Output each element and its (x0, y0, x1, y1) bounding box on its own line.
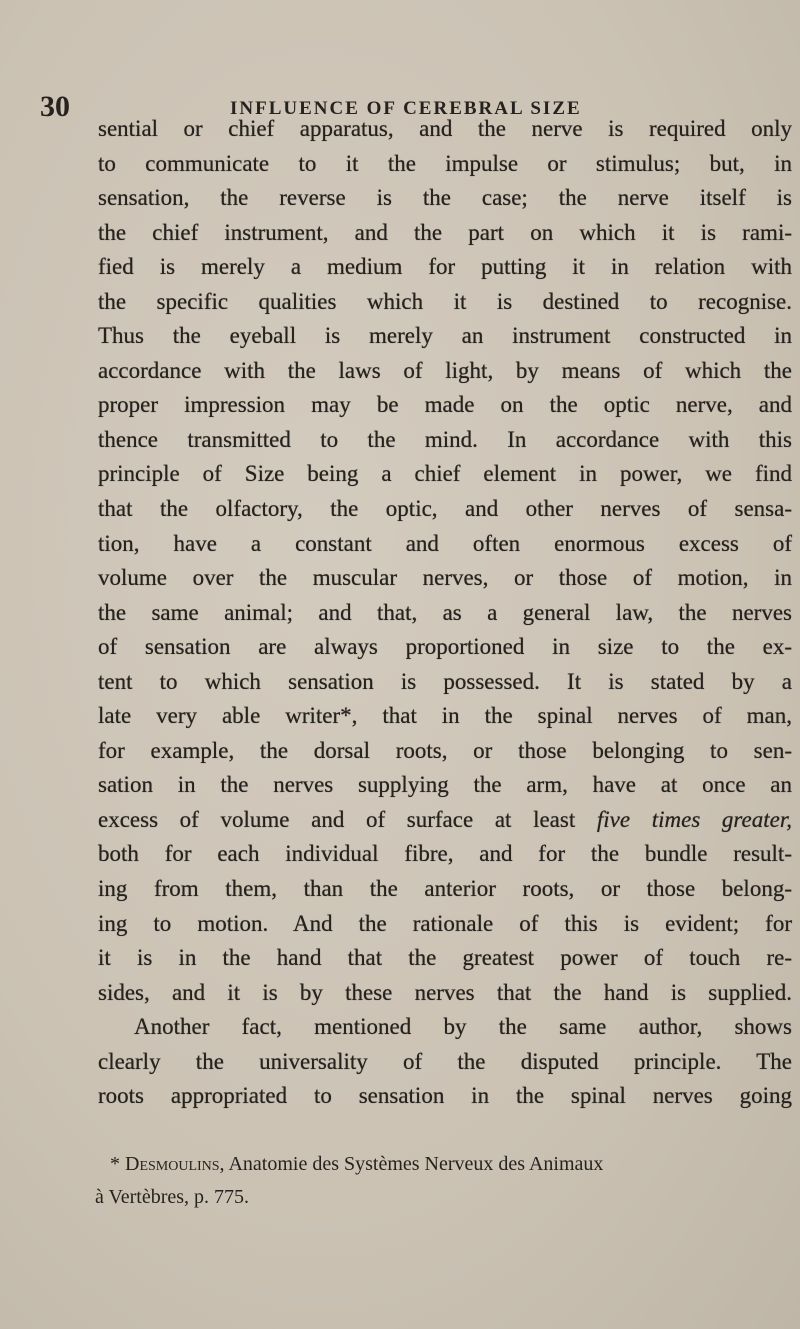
text-line: thence transmitted to the mind. In accordance with this (98, 426, 792, 452)
text-line: of sensation are always proportioned in size to the ex- (98, 634, 792, 660)
body-text (98, 112, 792, 1114)
text-line: roots appropriated to sensation in the spinal nerves going (98, 1083, 792, 1109)
text-line: sation in the nerves supplying the arm, have at once an (98, 772, 792, 798)
text-line: volume over the muscular nerves, or those of motion, in (98, 565, 792, 591)
text-line: it is in the hand that the greatest power of touch re- (98, 945, 792, 971)
italic-emphasis: five times greater, (596, 806, 792, 832)
footnote (95, 1148, 695, 1214)
text-line (98, 803, 792, 838)
page-number: 30 (40, 90, 70, 123)
footnote-title: Anatomie des Systèmes Nerveux des Animaux (228, 1153, 604, 1175)
text-line: the specific qualities which it is destined to recognise. (98, 288, 792, 314)
text-line: ing from them, than the anterior roots, or those belong- (98, 876, 792, 902)
text-segment: excess of volume and of surface at least (98, 806, 576, 832)
text-line: tion, have a constant and often enormous excess of (98, 530, 792, 556)
text-line: for example, the dorsal roots, or those belonging to sen- (98, 737, 792, 763)
text-line: Thus the eyeball is merely an instrument constructed in (98, 323, 792, 349)
text-line: the chief instrument, and the part on which it is rami- (98, 219, 792, 245)
text-line: proper impression may be made on the optic nerve, and (98, 392, 792, 418)
text-line: clearly the universality of the disputed principle. The (98, 1048, 792, 1074)
text-line: ing to motion. And the rationale of this is evident; for (98, 910, 792, 936)
text-line: the same animal; and that, as a general law, the nerves (98, 599, 792, 625)
text-line: principle of Size being a chief element in power, we find (98, 461, 792, 487)
footnote-line (95, 1148, 695, 1181)
text-line: that the olfactory, the optic, and other nerves of sensa- (98, 496, 792, 522)
text-line: accordance with the laws of light, by means of which the (98, 357, 792, 383)
text-line: tent to which sensation is possessed. It is stated by a (98, 668, 792, 694)
text-line: late very able writer*, that in the spinal nerves of man, (98, 703, 792, 729)
footnote-author: Desmoulins, (125, 1153, 225, 1175)
text-line: sensation, the reverse is the case; the nerve itself is (98, 185, 792, 211)
footnote-marker: * (110, 1153, 120, 1175)
text-line: to communicate to it the impulse or stimulus; but, in (98, 150, 792, 176)
text-line: fied is merely a medium for putting it in relation with (98, 254, 792, 280)
text-line: sential or chief apparatus, and the nerve is required only (98, 116, 792, 141)
text-line: Another fact, mentioned by the same author, shows (134, 1014, 792, 1040)
text-line: sides, and it is by these nerves that the hand is supplied. (98, 979, 792, 1005)
running-title: INFLUENCE OF CEREBRAL SIZE (230, 98, 582, 119)
footnote-line: à Vertèbres, p. 775. (95, 1186, 250, 1208)
text-line: both for each individual fibre, and for the bundle result- (98, 841, 792, 867)
